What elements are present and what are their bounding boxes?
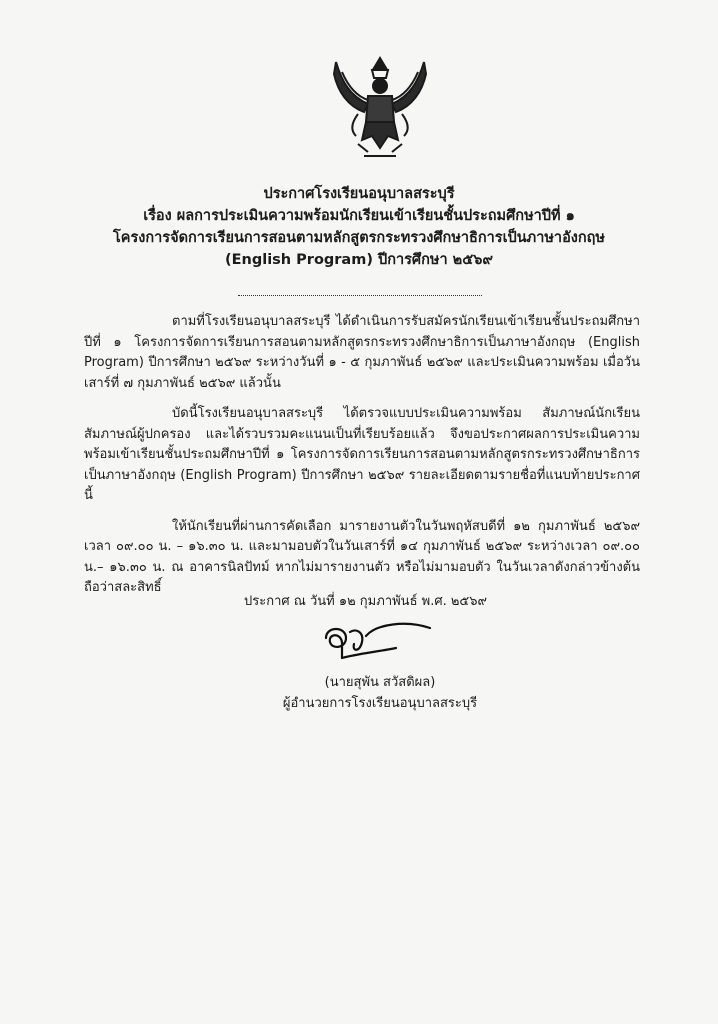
title-line-2: เรื่อง ผลการประเมินความพร้อมนักเรียนเข้าเรียนชั้นประถมศึกษาปีที่ ๑	[143, 208, 575, 224]
announcement-date: ประกาศ ณ วันที่ ๑๒ กุมภาพันธ์ พ.ศ. ๒๕๖๙	[244, 594, 488, 609]
signatory-name: (นายสุพัน สวัสดิผล)	[324, 675, 436, 690]
paragraph-2: บัดนี้โรงเรียนอนุบาลสระบุรี ได้ตรวจแบบประเมินความพร้อม สัมภาษณ์นักเรียน สัมภาษณ์ผู้ปกครอง และได้รวบรวมคะแนนเป็นที่เรียบร้อยแล้ว จึงขอประกาศผลการประเมินความพร้อมเข้าเรียนชั้นประถมศึกษาปีที่ ๑ โครงการจัดการเรียนการสอนตามหลักสูตรกระทรวงศึกษาธิการเป็นภาษาอังกฤษ (English Program) ปีการศึกษา ๒๕๖๙ รายละเอียดตามรายชื่อที่แนบท้ายประกาศนี้	[84, 406, 640, 503]
title-line-3: โครงการจัดการเรียนการสอนตามหลักสูตรกระทรวงศึกษาธิการเป็นภาษาอังกฤษ	[113, 230, 605, 246]
signatory-position: ผู้อำนวยการโรงเรียนอนุบาลสระบุรี	[282, 696, 478, 711]
handwritten-signature	[316, 618, 436, 666]
announcement-body	[84, 312, 640, 609]
announcement-title	[40, 183, 678, 271]
title-line-4: (English Program) ปีการศึกษา ๒๕๖๙	[224, 252, 494, 268]
signatory-block	[260, 672, 500, 714]
garuda-emblem-icon	[328, 52, 432, 164]
paragraph-1: ตามที่โรงเรียนอนุบาลสระบุรี ได้ดำเนินการรับสมัครนักเรียนเข้าเรียนชั้นประถมศึกษาปีที่ ๑ โครงการจัดการเรียนการสอนตามหลักสูตรกระทรวงศึกษาธิการเป็นภาษาอังกฤษ (English Program) ปีการศึกษา ๒๕๖๙ ระหว่างวันที่ ๑ - ๕ กุมภาพันธ์ ๒๕๖๙ และประเมินความพร้อม เมื่อวันเสาร์ที่ ๗ กุมภาพันธ์ ๒๕๖๙ แล้วนั้น	[84, 314, 640, 391]
title-line-1: ประกาศโรงเรียนอนุบาลสระบุรี	[263, 186, 455, 202]
dotted-divider	[238, 295, 482, 296]
paragraph-3: ให้นักเรียนที่ผ่านการคัดเลือก มารายงานตัวในวันพฤหัสบดีที่ ๑๒ กุมภาพันธ์ ๒๕๖๙ เวลา ๐๙.๐๐ น. – ๑๖.๓๐ น. และมามอบตัวในวันเสาร์ที่ ๑๔ กุมภาพันธ์ ๒๕๖๙ ระหว่างเวลา ๐๙.๐๐ น.– ๑๖.๓๐ น. ณ อาคารนิลปัทม์ หากไม่มารายงานตัว หรือไม่มามอบตัว ในวันเวลาดังกล่าวข้างต้น ถือว่าสละสิทธิ์	[84, 518, 640, 595]
